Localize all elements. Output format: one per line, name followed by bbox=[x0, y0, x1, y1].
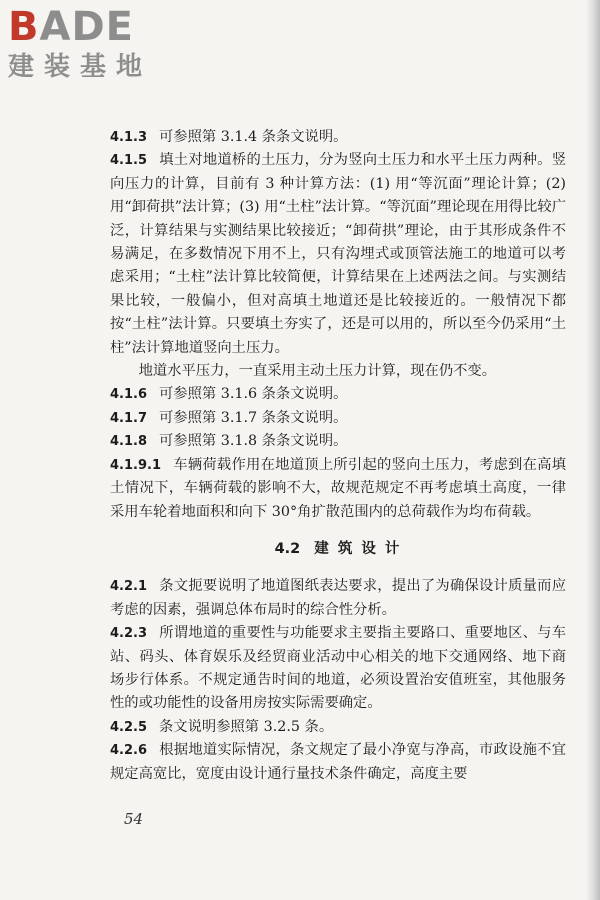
page-number: 54 bbox=[124, 810, 144, 828]
clause-text: 可参照第 3.1.7 条条文说明。 bbox=[159, 409, 348, 426]
clause-number: 4.2.1 bbox=[110, 579, 148, 595]
clause-text: 可参照第 3.1.4 条条文说明。 bbox=[159, 129, 348, 145]
clause-number: 4.1.9.1 bbox=[110, 457, 161, 473]
clause-text: 地道水平压力，一直采用主动土压力计算，现在仍不变。 bbox=[138, 363, 497, 380]
clause-text: 填土对地道桥的土压力，分为竖向土压力和水平土压力两种。竖向压力的计算，目前有 3 种计算方法：(1) 用“等沉面”理论计算；(2) 用“卸荷拱”法计算；(3) 用“土柱”法计算。“等沉面”理论现在用得比较广泛，计算结果与实测结果比较接近；“卸荷拱”理论，由于其形成条件不易满足，在多数情况下用不上，只有沟埋式或顶管法施工的地道可以考虑采用；“土柱”法计算比较简便，计算结果在上述两法之间。与实测结果比较，一般偏小，但对高填土地道还是比较接近的。一般情况下都按“土柱”法计算。只要填土夯实了，还是可以用的，所以至今仍采用“土柱”法计算地道竖向土压力。 bbox=[110, 152, 566, 356]
bade-logo bbox=[8, 6, 178, 86]
paragraph-4-1-6 bbox=[110, 383, 566, 406]
logo-subtitle: 建装基地 bbox=[8, 52, 153, 82]
logo-brand-text bbox=[8, 6, 178, 50]
clause-number: 4.1.3 bbox=[110, 130, 148, 145]
section-number: 4.2 bbox=[274, 540, 301, 557]
paragraph-4-1-7 bbox=[110, 407, 566, 430]
logo-brand-accent: B bbox=[8, 4, 40, 50]
paragraph-4-1-3 bbox=[110, 126, 566, 149]
clause-number: 4.1.5 bbox=[110, 153, 148, 169]
section-title-text: 建 筑 设 计 bbox=[314, 540, 402, 557]
clause-text: 可参照第 3.1.6 条条文说明。 bbox=[159, 386, 348, 403]
paragraph-4-2-1 bbox=[110, 575, 566, 622]
paragraph-4-1-9-1 bbox=[110, 454, 566, 524]
paragraph-4-1-5 bbox=[110, 149, 566, 360]
clause-number: 4.1.8 bbox=[110, 434, 148, 450]
clause-number: 4.1.7 bbox=[110, 410, 148, 426]
clause-text: 车辆荷载作用在地道顶上所引起的竖向土压力，考虑到在高填土情况下，车辆荷载的影响不大，故规范规定不再考虑填土高度，一律采用车轮着地面积和向下 30°角扩散范围内的总荷载作为均布荷载。 bbox=[110, 456, 566, 520]
clause-text: 根据地道实际情况，条文规定了最小净宽与净高，市政设施不宜规定高宽比，宽度由设计通行量技术条件确定，高度主要 bbox=[110, 742, 566, 782]
logo-brand-rest: ADE bbox=[39, 4, 134, 50]
paragraph-horizontal-pressure bbox=[110, 360, 566, 383]
page-edge-shadow bbox=[586, 0, 600, 900]
document-body bbox=[110, 126, 566, 786]
clause-text: 条文说明参照第 3.2.5 条。 bbox=[159, 718, 334, 735]
clause-text: 可参照第 3.1.8 条条文说明。 bbox=[159, 433, 348, 450]
clause-number: 4.2.6 bbox=[110, 743, 148, 759]
clause-number: 4.1.6 bbox=[110, 387, 148, 403]
clause-number: 4.2.3 bbox=[110, 626, 148, 642]
clause-text: 所谓地道的重要性与功能要求主要指主要路口、重要地区、与车站、码头、体育娱乐及经贸商业活动中心相关的地下交通网络、地下商场步行体系。不规定通告时间的地道，必须设置治安值班室，其他服务性的或功能性的设备用房按实际需要确定。 bbox=[110, 625, 566, 712]
paragraph-4-2-5 bbox=[110, 716, 566, 739]
paragraph-4-2-6 bbox=[110, 739, 566, 786]
paragraph-4-1-8 bbox=[110, 430, 566, 453]
clause-text: 条文扼要说明了地道图纸表达要求，提出了为确保设计质量而应考虑的因素，强调总体布局时的综合性分析。 bbox=[110, 578, 566, 618]
section-heading bbox=[110, 538, 566, 561]
clause-number: 4.2.5 bbox=[110, 719, 148, 735]
paragraph-4-2-3 bbox=[110, 622, 566, 716]
